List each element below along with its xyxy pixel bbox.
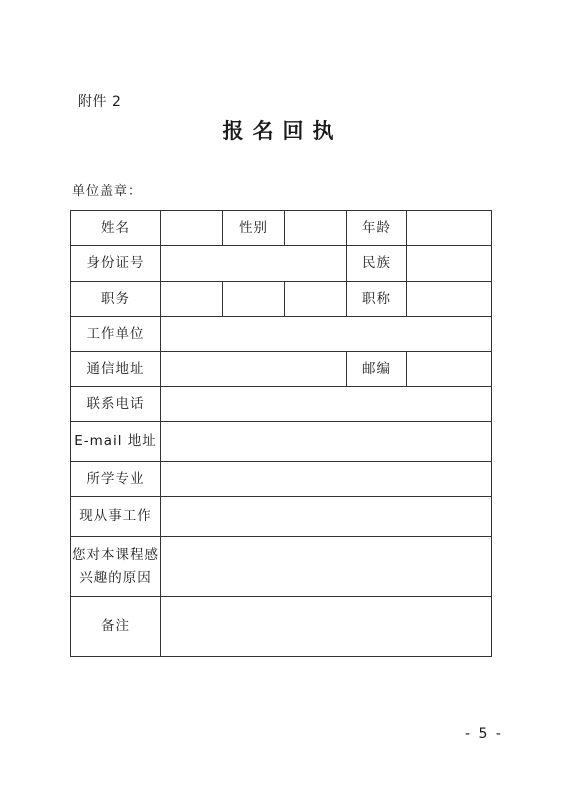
name-field[interactable] xyxy=(161,211,223,246)
current-work-field[interactable] xyxy=(161,497,492,537)
phone-field[interactable] xyxy=(161,387,492,422)
gender-label: 性别 xyxy=(223,211,285,246)
remarks-field[interactable] xyxy=(161,597,492,657)
id-field[interactable] xyxy=(161,246,347,282)
address-field[interactable] xyxy=(161,352,347,387)
row-workplace xyxy=(71,317,492,352)
postcode-field[interactable] xyxy=(407,352,492,387)
major-label: 所学专业 xyxy=(71,462,161,497)
workplace-label: 工作单位 xyxy=(71,317,161,352)
row-position xyxy=(71,282,492,317)
row-phone xyxy=(71,387,492,422)
ethnicity-field[interactable] xyxy=(407,246,492,282)
row-address xyxy=(71,352,492,387)
reason-label xyxy=(71,537,161,597)
attachment-label: 附件 2 xyxy=(78,94,122,110)
reason-label-line1: 您对本课程感 xyxy=(72,546,159,563)
position-field-3[interactable] xyxy=(285,282,347,317)
seal-label: 单位盖章： xyxy=(72,184,143,199)
title-label: 职称 xyxy=(347,282,407,317)
position-field-1[interactable] xyxy=(161,282,223,317)
current-work-label: 现从事工作 xyxy=(71,497,161,537)
remarks-label: 备注 xyxy=(71,597,161,657)
phone-label: 联系电话 xyxy=(71,387,161,422)
position-label: 职务 xyxy=(71,282,161,317)
reason-field[interactable] xyxy=(161,537,492,597)
page-number: - 5 - xyxy=(465,726,503,742)
major-field[interactable] xyxy=(161,462,492,497)
postcode-label: 邮编 xyxy=(347,352,407,387)
row-reason xyxy=(71,537,492,597)
row-name xyxy=(71,211,492,246)
email-label: E-mail 地址 xyxy=(71,422,161,462)
name-label: 姓名 xyxy=(71,211,161,246)
reason-label-line2: 兴趣的原因 xyxy=(79,569,152,586)
workplace-field[interactable] xyxy=(161,317,492,352)
row-remarks xyxy=(71,597,492,657)
age-label: 年龄 xyxy=(347,211,407,246)
title-field[interactable] xyxy=(407,282,492,317)
age-field[interactable] xyxy=(407,211,492,246)
row-major xyxy=(71,462,492,497)
address-label: 通信地址 xyxy=(71,352,161,387)
row-email xyxy=(71,422,492,462)
ethnicity-label: 民族 xyxy=(347,246,407,282)
position-field-2[interactable] xyxy=(223,282,285,317)
registration-form-table xyxy=(70,210,492,657)
gender-field[interactable] xyxy=(285,211,347,246)
row-current-work xyxy=(71,497,492,537)
id-label: 身份证号 xyxy=(71,246,161,282)
page-title: 报名回执 xyxy=(222,118,343,143)
email-field[interactable] xyxy=(161,422,492,462)
row-id xyxy=(71,246,492,282)
